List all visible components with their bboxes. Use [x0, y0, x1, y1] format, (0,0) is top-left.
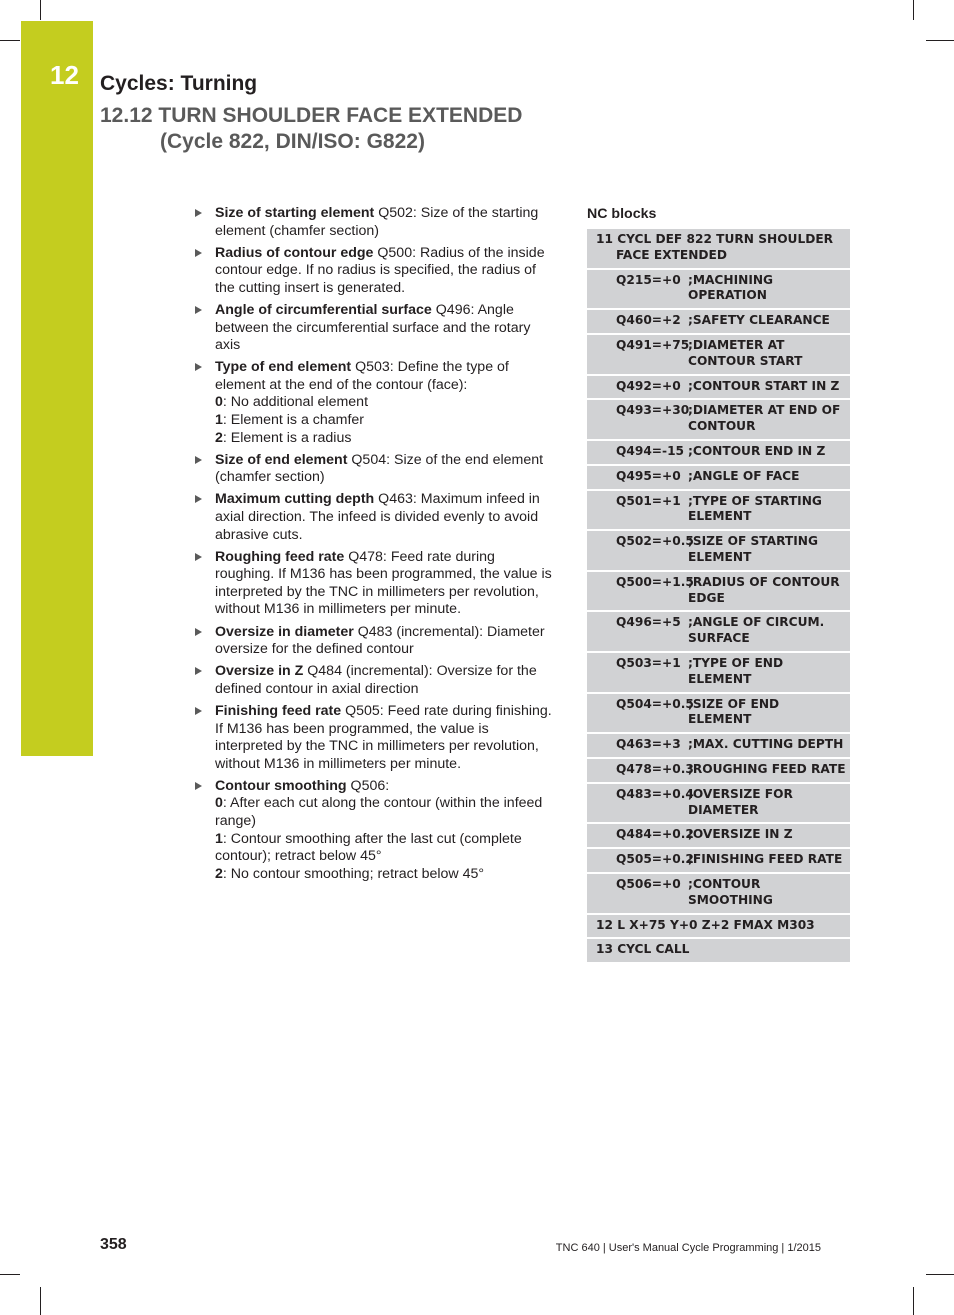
- nc-row: [587, 849, 850, 874]
- nc-row: [587, 824, 850, 849]
- parameter-item: [195, 491, 557, 544]
- nc-head-main: 11 CYCL DEF 822 TURN SHOULDER: [596, 232, 834, 246]
- option-value: 0: [215, 795, 223, 812]
- bullet-arrow-icon: [195, 363, 202, 371]
- nc-param-comment: ;CONTOUR END IN Z: [688, 443, 826, 458]
- option-value: 2: [215, 865, 223, 882]
- nc-param-value: Q500=+1.5: [616, 574, 694, 589]
- nc-param-comment: ;CONTOUR SMOOTHING: [688, 876, 773, 907]
- bullet-arrow-icon: [195, 209, 202, 217]
- footer-text: TNC 640 | User's Manual Cycle Programming | 1/2015: [555, 1242, 821, 1254]
- crop-mark: [0, 40, 20, 41]
- nc-param-comment: ;CONTOUR START IN Z: [688, 378, 840, 393]
- nc-param-value: Q495=+0: [616, 468, 681, 483]
- chapter-number: 12: [50, 60, 79, 90]
- parameter-name: Roughing feed rate: [215, 548, 345, 565]
- section-title-line2: (Cycle 822, DIN/ISO: G822): [160, 130, 425, 153]
- nc-param-value: Q491=+75: [616, 337, 690, 352]
- nc-param-comment: ;SAFETY CLEARANCE: [688, 313, 830, 328]
- section-title: [100, 103, 522, 155]
- bullet-arrow-icon: [195, 249, 202, 257]
- nc-blocks-title: NC blocks: [587, 206, 657, 222]
- nc-row: [587, 694, 850, 735]
- bullet-arrow-icon: [195, 306, 202, 314]
- option-text: : Element is a radius: [222, 429, 352, 446]
- parameter-item: [195, 205, 557, 240]
- nc-row: [587, 531, 850, 572]
- nc-block-table: [587, 229, 850, 964]
- nc-param-comment: ;ROUGHING FEED RATE: [688, 761, 846, 776]
- nc-head-row: [587, 229, 850, 270]
- bullet-arrow-icon: [195, 456, 202, 464]
- nc-row: [587, 759, 850, 784]
- nc-param-value: Q493=+30: [616, 403, 690, 418]
- nc-param-value: Q496=+5: [616, 615, 681, 630]
- parameter-item: [195, 624, 557, 659]
- parameter-name: Contour smoothing: [215, 777, 347, 794]
- option-value: 1: [215, 830, 223, 847]
- nc-block-row: 12 L X+75 Y+0 Z+2 FMAX M303: [587, 915, 850, 940]
- nc-param-comment: ;OVERSIZE IN Z: [688, 827, 793, 842]
- bullet-arrow-icon: [195, 495, 202, 503]
- parameter-name: Oversize in Z: [215, 663, 304, 680]
- option-text: : After each cut along the contour (within the infeed range): [215, 795, 543, 829]
- nc-param-comment: ;ANGLE OF FACE: [688, 468, 800, 483]
- option-text: : Element is a chamfer: [222, 412, 365, 429]
- nc-row: [587, 335, 850, 376]
- option-text: : Contour smoothing after the last cut (complete contour); retract below 45°: [215, 830, 522, 865]
- option-value: 2: [215, 429, 223, 446]
- section-title-line1: 12.12 TURN SHOULDER FACE EXTENDED: [100, 104, 523, 127]
- bullet-arrow-icon: [195, 628, 202, 636]
- crop-mark: [926, 1274, 954, 1275]
- nc-param-value: Q483=+0.4: [616, 786, 694, 801]
- nc-row: [587, 376, 850, 401]
- parameter-description: Q500: Radius of the inside contour edge. If no radius is specified, the radius of the cutting insert is generated.: [215, 244, 545, 296]
- bullet-arrow-icon: [195, 707, 202, 715]
- parameter-name: Finishing feed rate: [215, 702, 342, 719]
- nc-param-value: Q484=+0.2: [616, 827, 694, 842]
- parameter-description: Q483 (incremental): Diameter oversize for the defined contour: [215, 623, 545, 658]
- parameter-item: [195, 663, 557, 698]
- parameter-description: Q503: Define the type of element at the end of the contour (face):: [215, 359, 509, 393]
- nc-row: [587, 653, 850, 694]
- parameter-description: Q505: Feed rate during finishing. If M136 has been programmed, the value is interpreted by the TNC in millimeters per revolution, without M136 in millimeters per minute.: [215, 702, 552, 772]
- nc-row: [587, 270, 850, 311]
- parameter-description: Q506:: [346, 777, 390, 794]
- nc-param-comment: ;RADIUS OF CONTOUR EDGE: [688, 574, 840, 605]
- bullet-arrow-icon: [195, 553, 202, 561]
- crop-mark: [0, 1274, 20, 1275]
- nc-row: [587, 466, 850, 491]
- crop-mark: [926, 40, 954, 41]
- nc-row: [587, 491, 850, 532]
- parameter-description: Q463: Maximum infeed in axial direction. The infeed is divided evenly to avoid abrasive cuts.: [215, 491, 540, 543]
- nc-param-value: Q506=+0: [616, 876, 681, 891]
- crop-mark: [40, 1287, 41, 1315]
- nc-param-value: Q460=+2: [616, 313, 681, 328]
- crop-mark: [913, 0, 914, 20]
- page-number: 358: [100, 1236, 127, 1253]
- bullet-arrow-icon: [195, 782, 202, 790]
- nc-row: [587, 400, 850, 441]
- nc-param-value: Q463=+3: [616, 737, 681, 752]
- parameter-name: Oversize in diameter: [215, 623, 354, 640]
- nc-param-value: Q504=+0.5: [616, 696, 694, 711]
- parameter-item: [195, 359, 557, 447]
- crop-mark: [40, 0, 41, 20]
- parameter-description: Q484 (incremental): Oversize for the defined contour in axial direction: [215, 663, 537, 697]
- parameter-item: [195, 549, 557, 619]
- nc-param-value: Q494=-15: [616, 443, 685, 458]
- nc-param-value: Q492=+0: [616, 378, 681, 393]
- parameter-description: Q478: Feed rate during roughing. If M136 has been programmed, the value is interpreted by the TNC in millimeters per revolution, without M136 in millimeters per minute.: [215, 548, 552, 618]
- parameter-name: Angle of circumferential surface: [215, 301, 432, 318]
- chapter-title: Cycles: Turning: [100, 72, 258, 95]
- parameter-description: Q502: Size of the starting element (chamfer section): [215, 205, 539, 239]
- option-text: : No contour smoothing; retract below 45°: [222, 865, 485, 882]
- nc-param-comment: ;MACHINING OPERATION: [688, 272, 774, 303]
- parameter-description: Q504: Size of the end element (chamfer section): [215, 451, 544, 486]
- nc-param-comment: ;SIZE OF STARTING ELEMENT: [688, 534, 818, 564]
- nc-head-cont: FACE EXTENDED: [616, 247, 727, 262]
- nc-param-value: Q505=+0.2: [616, 852, 694, 867]
- nc-row: [587, 441, 850, 466]
- nc-param-comment: ;SIZE OF END ELEMENT: [688, 696, 780, 727]
- chapter-sidebar: [21, 21, 93, 756]
- nc-param-value: Q502=+0.5: [616, 534, 694, 549]
- nc-param-comment: ;TYPE OF END ELEMENT: [688, 655, 784, 686]
- nc-param-comment: ;DIAMETER AT END OF CONTOUR: [688, 403, 841, 434]
- parameter-name: Radius of contour edge: [215, 244, 374, 261]
- nc-param-comment: ;OVERSIZE FOR DIAMETER: [688, 786, 793, 817]
- option-value: 0: [215, 394, 223, 411]
- parameter-name: Size of starting element: [215, 205, 375, 221]
- crop-mark: [913, 1287, 914, 1315]
- nc-param-comment: ;TYPE OF STARTING ELEMENT: [688, 493, 822, 524]
- nc-param-comment: ;DIAMETER AT CONTOUR START: [688, 337, 803, 368]
- nc-param-value: Q478=+0.3: [616, 761, 694, 776]
- nc-param-value: Q501=+1: [616, 493, 681, 508]
- nc-param-comment: ;ANGLE OF CIRCUM. SURFACE: [688, 615, 825, 646]
- nc-param-comment: ;FINISHING FEED RATE: [688, 852, 843, 867]
- parameter-name: Type of end element: [215, 359, 352, 376]
- nc-row: [587, 612, 850, 653]
- parameter-item: [195, 452, 557, 487]
- parameter-item: [195, 245, 557, 298]
- nc-param-value: Q503=+1: [616, 655, 681, 670]
- option-value: 1: [215, 412, 223, 429]
- parameter-item: [195, 703, 557, 773]
- nc-param-value: Q215=+0: [616, 272, 681, 287]
- parameter-description: Q496: Angle between the circumferential surface and the rotary axis: [215, 301, 531, 354]
- parameter-name: Size of end element: [215, 451, 348, 468]
- nc-param-comment: ;MAX. CUTTING DEPTH: [688, 737, 844, 752]
- bullet-arrow-icon: [195, 667, 202, 675]
- nc-row: [587, 734, 850, 759]
- nc-row: [587, 572, 850, 613]
- parameter-name: Maximum cutting depth: [215, 491, 375, 508]
- nc-row: [587, 784, 850, 825]
- parameter-item: [195, 778, 557, 884]
- option-text: : No additional element: [222, 394, 369, 411]
- parameter-list: [195, 205, 557, 888]
- nc-row: [587, 874, 850, 915]
- nc-block-row: 13 CYCL CALL: [587, 939, 850, 964]
- parameter-item: [195, 302, 557, 355]
- nc-row: [587, 310, 850, 335]
